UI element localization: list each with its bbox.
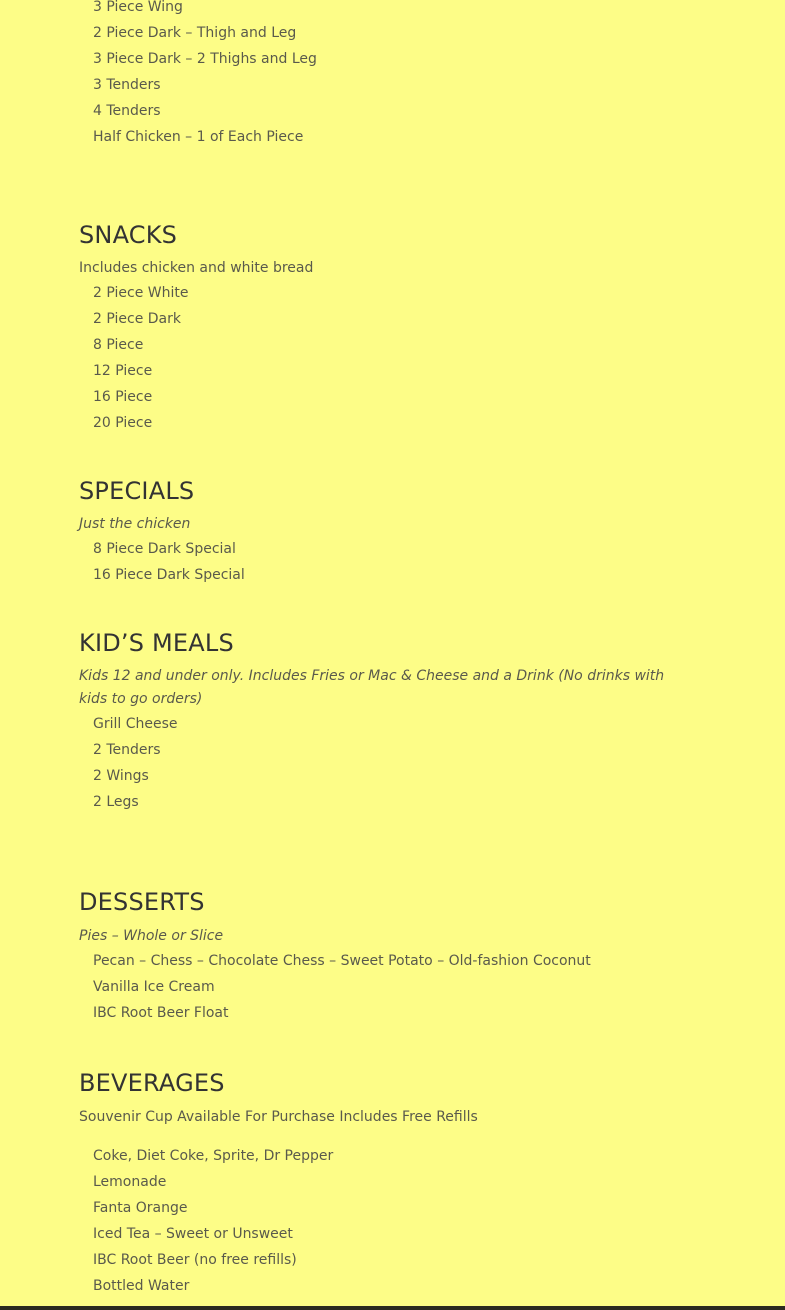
menu-item: 3 Tenders <box>93 77 161 93</box>
menu-item: 2 Piece White <box>93 285 189 301</box>
menu-item: Vanilla Ice Cream <box>93 979 215 995</box>
menu-item: 16 Piece <box>93 389 153 405</box>
section-note-beverages: Souvenir Cup Available For Purchase Includes Free Refills <box>79 1109 478 1125</box>
menu-item: IBC Root Beer (no free refills) <box>93 1252 297 1268</box>
section-heading-snacks: SNACKS <box>79 221 178 249</box>
menu-item: 8 Piece <box>93 337 144 353</box>
section-note-snacks: Includes chicken and white bread <box>79 260 314 276</box>
menu-item: 2 Tenders <box>93 742 161 758</box>
menu-item: 2 Piece Dark <box>93 311 181 327</box>
menu-item: 2 Wings <box>93 768 149 784</box>
section-heading-kids-meals: KID’S MEALS <box>79 629 234 657</box>
footer-divider <box>0 1306 785 1310</box>
menu-item: 12 Piece <box>93 363 153 379</box>
menu-item: 2 Piece Dark – Thigh and Leg <box>93 25 297 41</box>
menu-item: 4 Tenders <box>93 103 161 119</box>
menu-item: 8 Piece Dark Special <box>93 541 236 557</box>
menu-item: Fanta Orange <box>93 1200 188 1216</box>
menu-item: Grill Cheese <box>93 716 178 732</box>
menu-item: Iced Tea – Sweet or Unsweet <box>93 1226 293 1242</box>
section-heading-beverages: BEVERAGES <box>79 1069 225 1097</box>
menu-item: 20 Piece <box>93 415 153 431</box>
menu-item: 3 Piece Wing <box>93 0 183 15</box>
section-note-desserts: Pies – Whole or Slice <box>79 928 224 944</box>
section-note-specials: Just the chicken <box>79 516 191 532</box>
menu-item: Bottled Water <box>93 1278 190 1294</box>
menu-item: 3 Piece Dark – 2 Thighs and Leg <box>93 51 317 67</box>
section-heading-desserts: DESSERTS <box>79 888 205 916</box>
menu-item: Coke, Diet Coke, Sprite, Dr Pepper <box>93 1148 334 1164</box>
menu-item: 2 Legs <box>93 794 139 810</box>
menu-item: Pecan – Chess – Chocolate Chess – Sweet Potato – Old-fashion Coconut <box>93 953 591 969</box>
menu-item: IBC Root Beer Float <box>93 1005 229 1021</box>
menu-item: 16 Piece Dark Special <box>93 567 245 583</box>
section-heading-specials: SPECIALS <box>79 477 195 505</box>
menu-item: Half Chicken – 1 of Each Piece <box>93 129 304 145</box>
section-note-kids-meals: Kids 12 and under only. Includes Fries or Mac & Cheese and a Drink (No drinks with kids to go orders) <box>79 668 665 707</box>
menu-item: Lemonade <box>93 1174 167 1190</box>
